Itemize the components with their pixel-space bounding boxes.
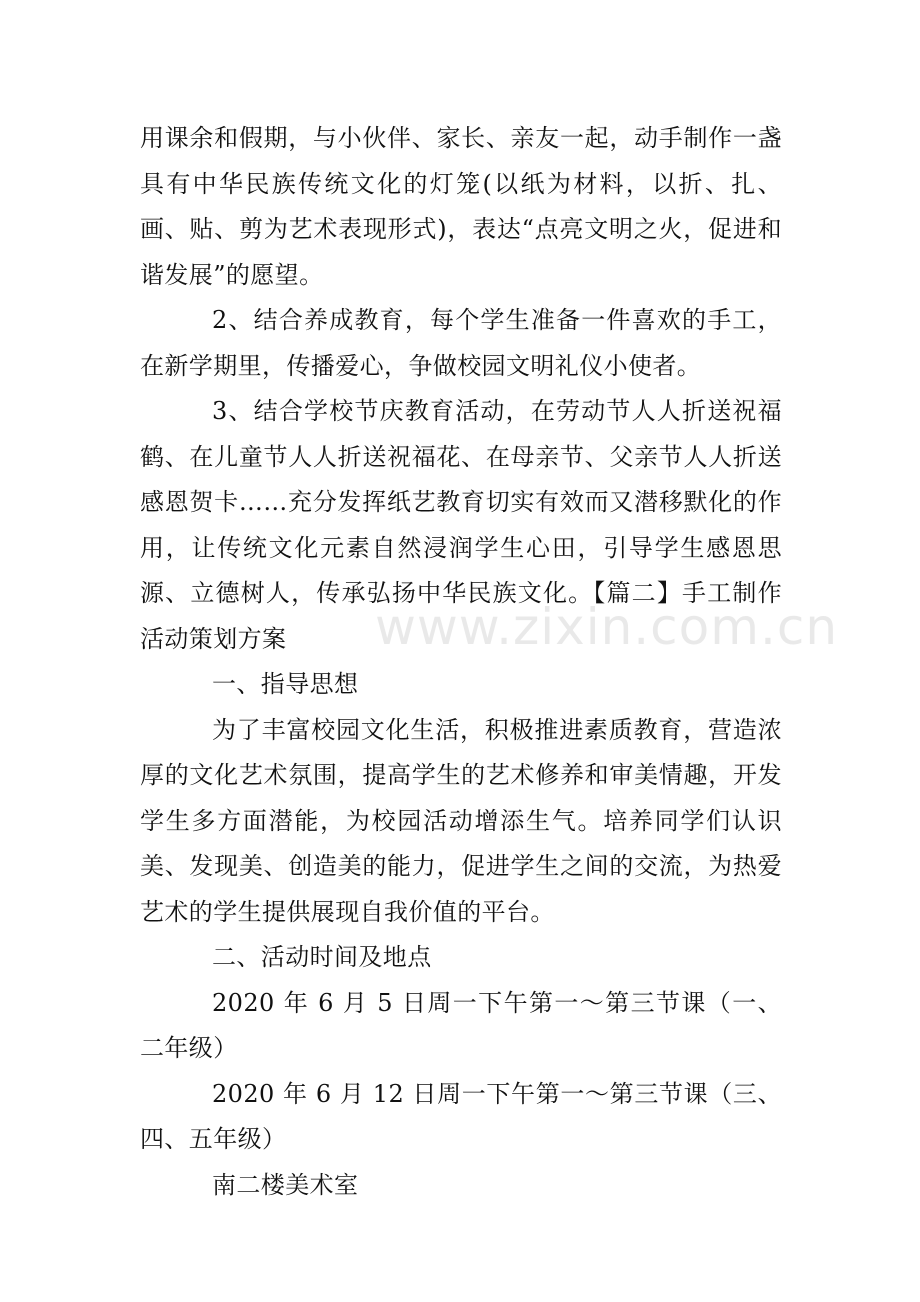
paragraph-schedule-grades-1-2: 2020 年 6 月 5 日周一下午第一～第三节课（一、二年级） — [140, 988, 782, 1062]
document-body — [140, 116, 782, 1208]
watermark: www.zixin.com.cn — [375, 598, 839, 656]
paragraph-item-3: 3、结合学校节庆教育活动，在劳动节人人折送祝福鹤、在儿童节人人折送祝福花、在母亲节、父亲节人人折送感恩贺卡……充分发挥纸艺教育切实有效而又潜移默化的作用，让传统文化元素自然浸润学生心田，引导学生感恩思源、立德树人，传承弘扬中华民族文化。【篇二】手工制作活动策划方案 — [140, 397, 782, 653]
paragraph-location: 南二楼美术室 — [212, 1170, 359, 1199]
paragraph-schedule-grades-3-5: 2020 年 6 月 12 日周一下午第一～第三节课（三、四、五年级） — [140, 1079, 782, 1153]
section-heading-guiding-ideology: 一、指导思想 — [212, 670, 359, 698]
section-heading-time-location: 二、活动时间及地点 — [212, 943, 432, 971]
paragraph-item-2: 2、结合养成教育，每个学生准备一件喜欢的手工，在新学期里，传播爱心，争做校园文明礼仪小使者。 — [140, 306, 782, 380]
paragraph-lantern-activity: 用课余和假期，与小伙伴、家长、亲友一起，动手制作一盏具有中华民族传统文化的灯笼(以纸为材料，以折、扎、画、贴、剪为艺术表现形式)，表达“点亮文明之火，促进和谐发展”的愿望。 — [140, 124, 782, 289]
paragraph-guiding-ideology: 为了丰富校园文化生活，积极推进素质教育，营造浓厚的文化艺术氛围，提高学生的艺术修养和审美情趣，开发学生多方面潜能，为校园活动增添生气。培养同学们认识美、发现美、创造美的能力，促进学生之间的交流，为热爱艺术的学生提供展现自我价值的平台。 — [140, 715, 782, 926]
